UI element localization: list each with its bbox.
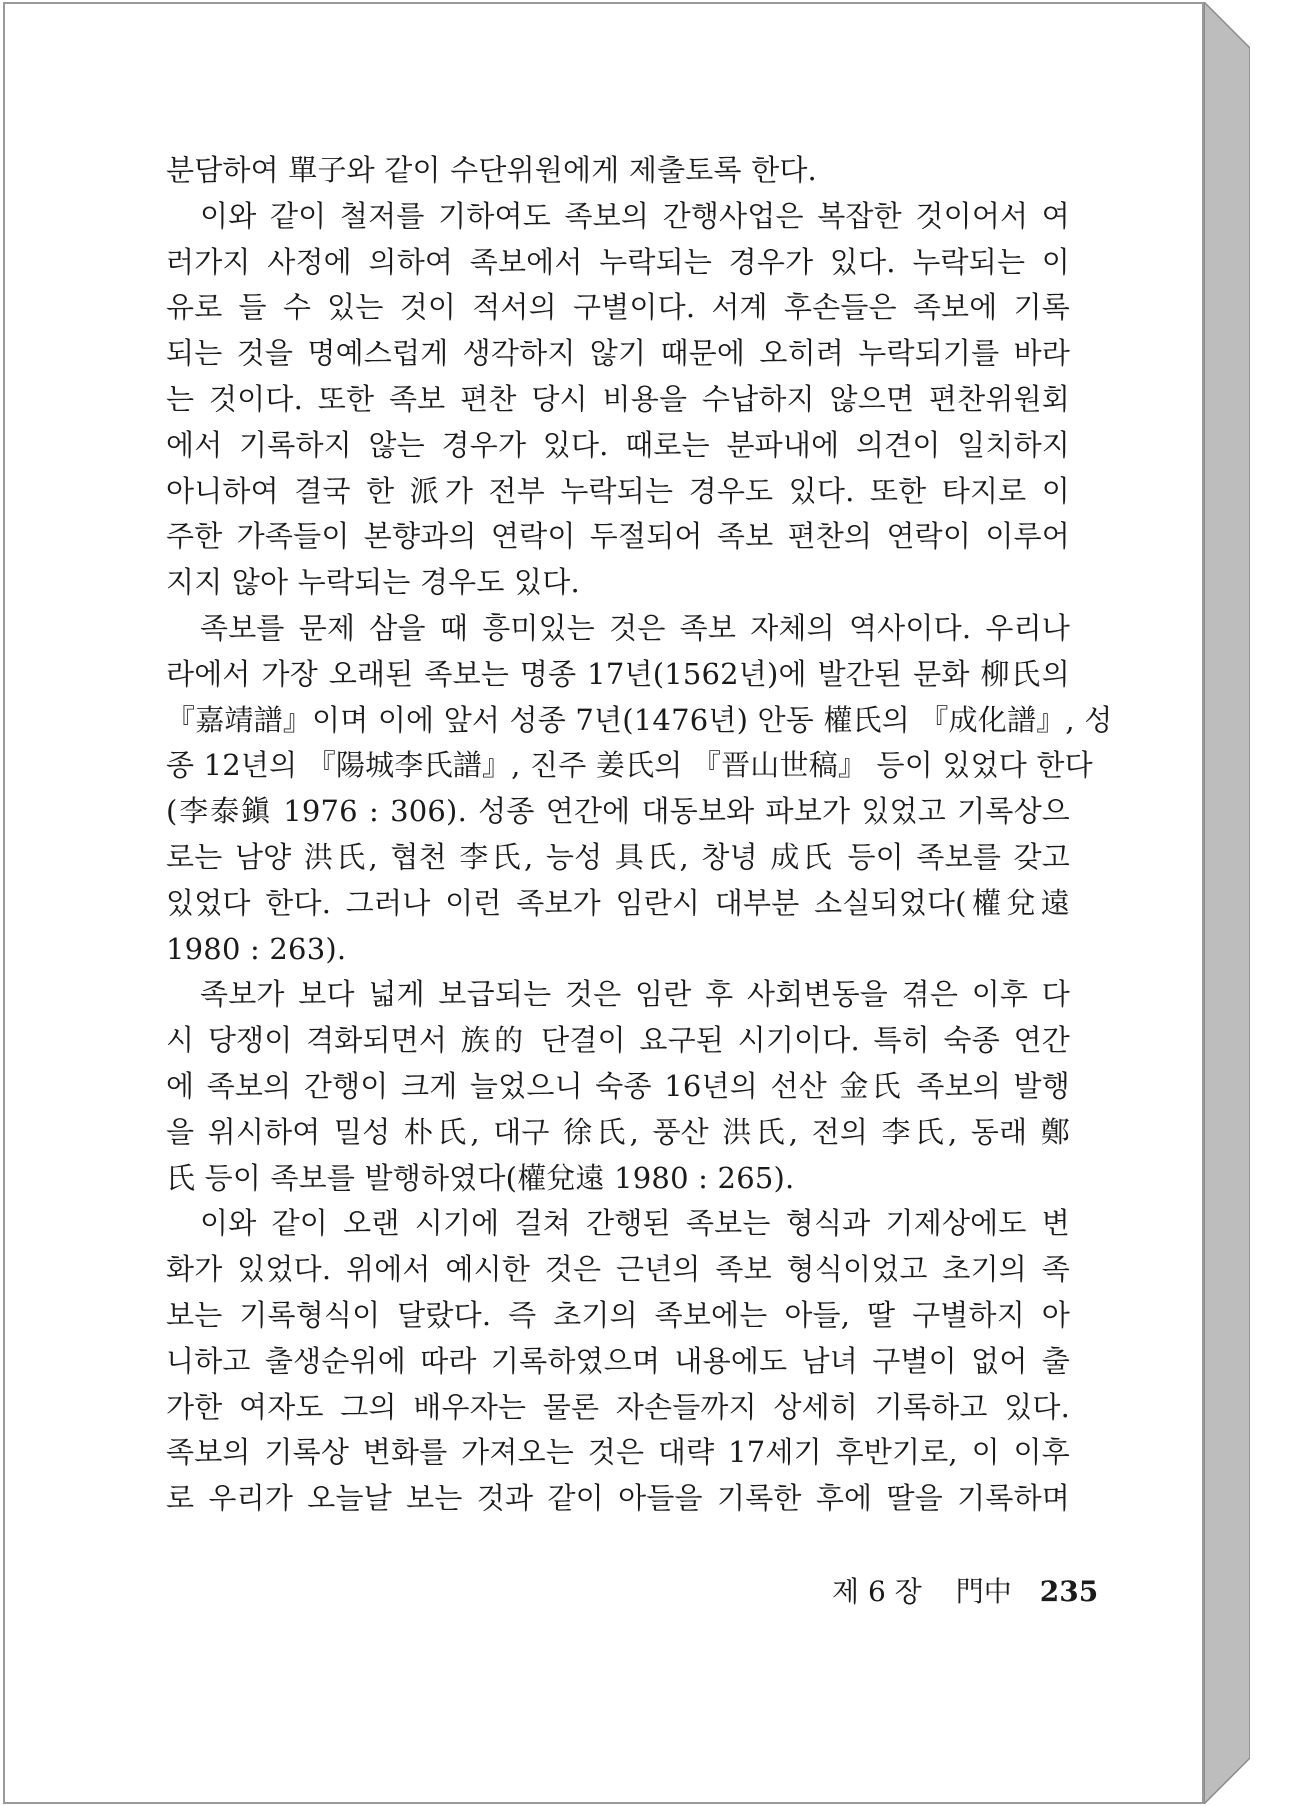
text-line: 족보를 문제 삼을 때 흥미있는 것은 족보 자체의 역사이다. 우리나 <box>200 610 1070 645</box>
text-line: 되는 것을 명예스럽게 생각하지 않기 때문에 오히려 누락되기를 바라 <box>166 336 1070 371</box>
chapter-label: 제 6 장 <box>832 1575 922 1608</box>
text-line: 주한 가족들이 본향과의 연락이 두절되어 족보 편찬의 연락이 이루어 <box>166 519 1070 554</box>
text-line: 을 위시하여 밀성 朴氏, 대구 徐氏, 풍산 洪氏, 전의 李氏, 동래 鄭 <box>166 1114 1070 1149</box>
text-line: 있었다 한다. 그러나 이런 족보가 임란시 대부분 소실되었다(權兌遠 <box>166 885 1070 920</box>
page-footer <box>832 1572 1098 1612</box>
text-line: 라에서 가장 오래된 족보는 명종 17년(1562년)에 발간된 문화 柳氏의 <box>166 656 1070 691</box>
text-line: 氏 등이 족보를 발행하였다(權兌遠 1980 : 265). <box>166 1160 795 1195</box>
page-number: 235 <box>1039 1575 1099 1608</box>
text-line: 종 12년의 『陽城李氏譜』, 진주 姜氏의 『晋山世稿』 등이 있었다 한다 <box>166 748 1093 783</box>
text-line: 에 족보의 간행이 크게 늘었으니 숙종 16년의 선산 金氏 족보의 발행 <box>166 1068 1070 1103</box>
text-line: 유로 들 수 있는 것이 적서의 구별이다. 서계 후손들은 족보에 기록 <box>166 290 1070 325</box>
text-line: 아니하여 결국 한 派가 전부 누락되는 경우도 있다. 또한 타지로 이 <box>166 473 1070 508</box>
text-line: 족보의 기록상 변화를 가져오는 것은 대략 17세기 후반기로, 이 이후 <box>166 1435 1070 1470</box>
chapter-title: 門中 <box>955 1575 1012 1608</box>
text-line: 화가 있었다. 위에서 예시한 것은 근년의 족보 형식이었고 초기의 족 <box>166 1252 1070 1287</box>
text-line: 니하고 출생순위에 따라 기록하였으며 내용에도 남녀 구별이 없어 출 <box>166 1343 1070 1378</box>
text-line: 러가지 사정에 의하여 족보에서 누락되는 경우가 있다. 누락되는 이 <box>166 244 1070 279</box>
text-line: 로 우리가 오늘날 보는 것과 같이 아들을 기록한 후에 딸을 기록하며 <box>166 1481 1070 1516</box>
text-line: 는 것이다. 또한 족보 편찬 당시 비용을 수납하지 않으면 편찬위원회 <box>166 381 1070 416</box>
text-line: 족보가 보다 넓게 보급되는 것은 임란 후 사회변동을 겪은 이후 다 <box>200 977 1070 1012</box>
text-line: 보는 기록형식이 달랐다. 즉 초기의 족보에는 아들, 딸 구별하지 아 <box>166 1297 1070 1332</box>
body-text <box>166 148 1113 1522</box>
text-line: 1980 : 263). <box>166 931 347 966</box>
text-line: 『嘉靖譜』이며 이에 앞서 성종 7년(1476년) 안동 權氏의 『成化譜』, 성 <box>166 702 1113 737</box>
text-line: 이와 같이 철저를 기하여도 족보의 간행사업은 복잡한 것이어서 여 <box>200 198 1070 233</box>
text-line: 이와 같이 오랜 시기에 걸쳐 간행된 족보는 형식과 기제상에도 변 <box>200 1206 1070 1241</box>
book-spine <box>1204 2 1250 1804</box>
text-line: 가한 여자도 그의 배우자는 물론 자손들까지 상세히 기록하고 있다. <box>166 1389 1070 1424</box>
text-line: 분담하여 單子와 같이 수단위원에게 제출토록 한다. <box>166 153 817 187</box>
text-line: 에서 기록하지 않는 경우가 있다. 때로는 분파내에 의견이 일치하지 <box>166 427 1070 462</box>
text-line: 시 당쟁이 격화되면서 族的 단결이 요구된 시기이다. 특히 숙종 연간 <box>166 1023 1070 1058</box>
text-line: 지지 않아 누락되는 경우도 있다. <box>166 565 580 600</box>
text-line: (李泰鎭 1976 : 306). 성종 연간에 대동보와 파보가 있었고 기록상으 <box>166 794 1070 829</box>
text-line: 로는 남양 洪氏, 협천 李氏, 능성 具氏, 창녕 成氏 등이 족보를 갖고 <box>166 839 1070 874</box>
